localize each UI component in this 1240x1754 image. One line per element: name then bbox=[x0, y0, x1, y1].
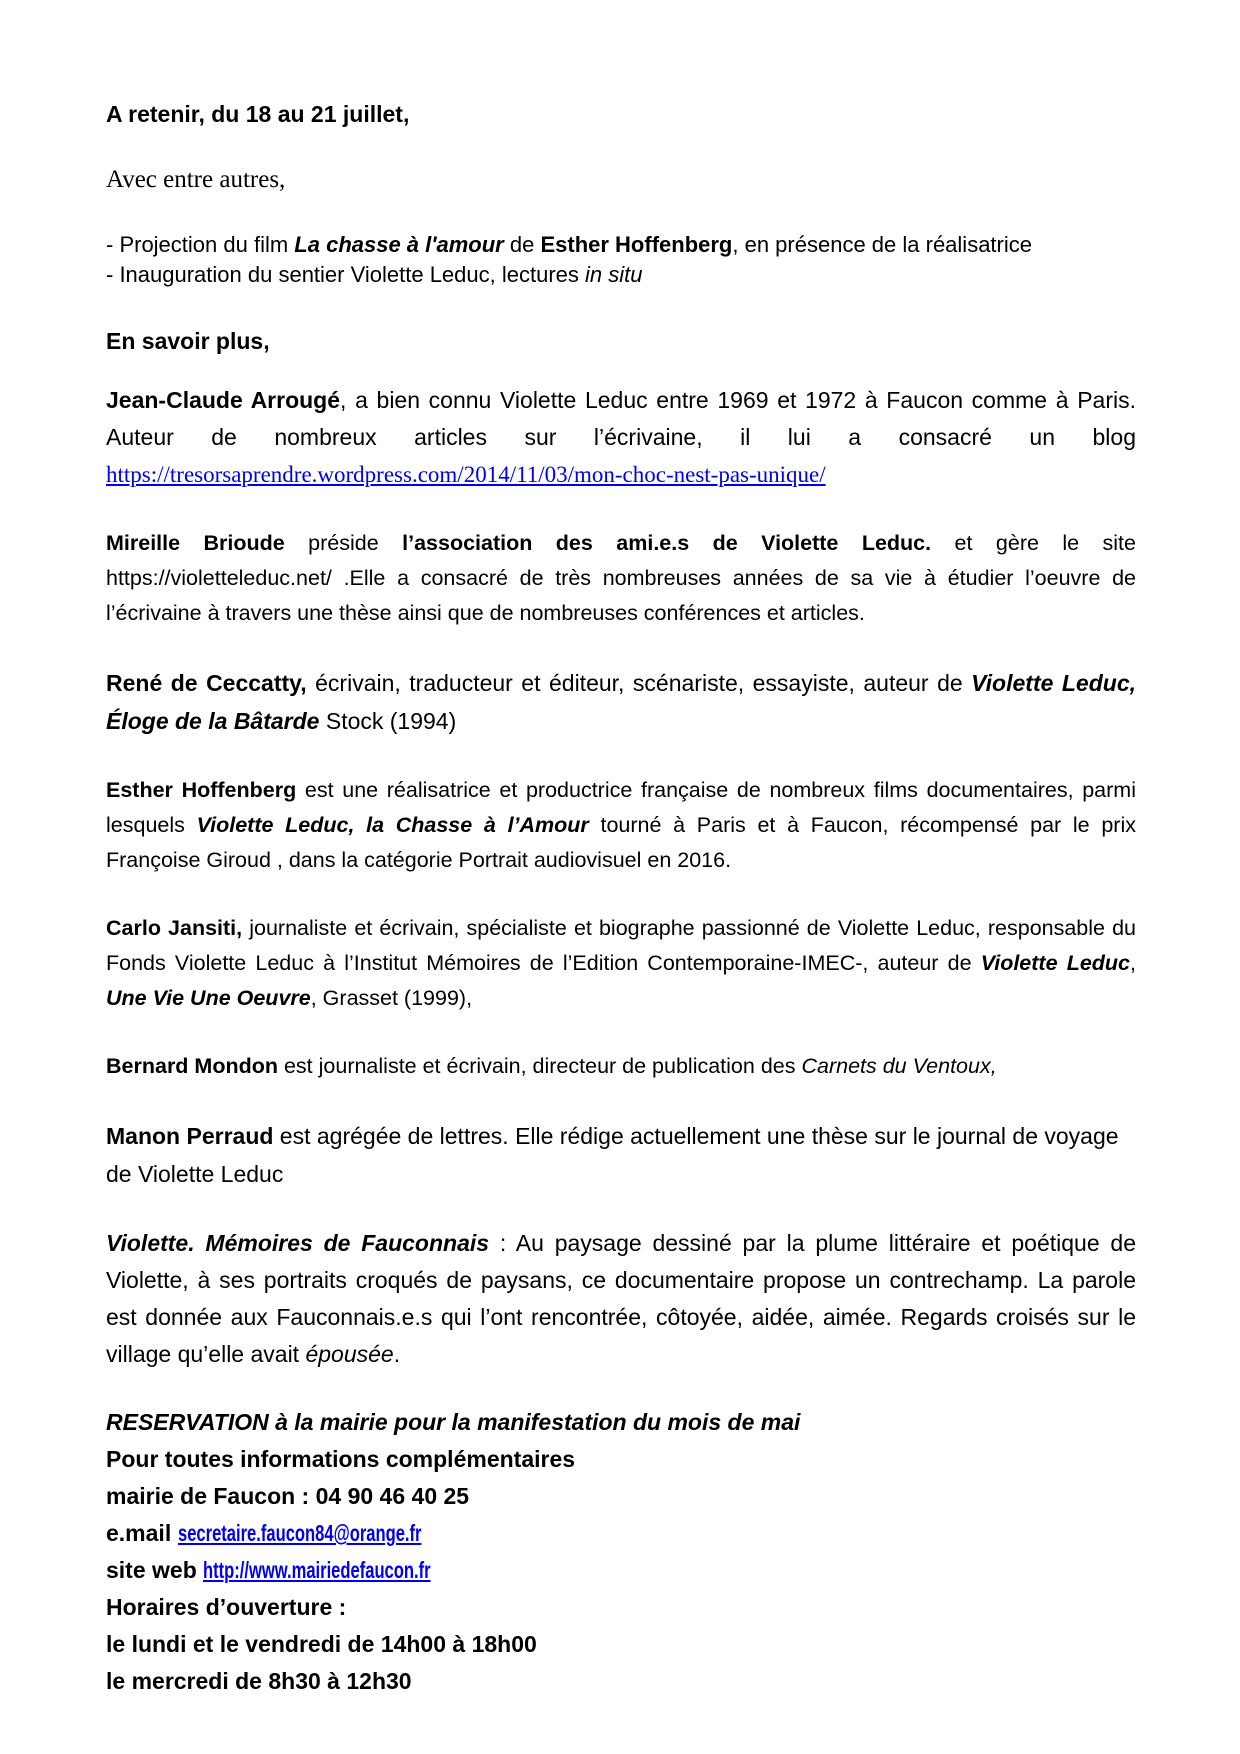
bio-brioude-name: Mireille Brioude bbox=[106, 531, 285, 555]
documentary-title: Violette. Mémoires de Fauconnais bbox=[106, 1230, 490, 1256]
bio-hoffenberg-t1: est une réalisatrice et productrice française de nombreux films documentaires, parmi lesquels bbox=[106, 778, 1136, 837]
bio-brioude-t1: préside bbox=[284, 531, 403, 555]
hours-heading: Horaires d’ouverture : bbox=[106, 1594, 347, 1620]
association-name: l’association des ami.e.s de Violette Leduc. bbox=[402, 531, 932, 555]
bio-jansiti bbox=[106, 911, 1136, 1016]
website-link[interactable] bbox=[203, 1557, 519, 1583]
email-line bbox=[106, 1515, 1136, 1552]
bio-jansiti-t3: , Grasset (1999), bbox=[310, 986, 473, 1010]
event-inauguration-prefix: - Inauguration du sentier Violette Leduc, lectures bbox=[106, 262, 586, 287]
bio-jansiti-t1: journaliste et écrivain, spécialiste et biographe passionné de Violette Leduc, responsable du Fonds Violette Leduc à l’Institut Mémoires de l’Edition Contemporaine-IMEC-, auteur de bbox=[106, 916, 1137, 975]
email-link[interactable] bbox=[178, 1520, 516, 1546]
bio-perraud-t1: est agrégée de lettres. Elle rédige actuellement une thèse sur le journal de voyage de Violette Leduc bbox=[106, 1123, 1119, 1187]
film-title: La chasse à l'amour bbox=[294, 232, 504, 257]
event-inauguration bbox=[106, 260, 1136, 290]
subtitle: Avec entre autres, bbox=[106, 166, 286, 193]
hours-line-2: le mercredi de 8h30 à 12h30 bbox=[106, 1668, 412, 1694]
page-title: A retenir, du 18 au 21 juillet, bbox=[106, 101, 410, 127]
event-projection-mid: de bbox=[503, 232, 541, 257]
email-label: e.mail bbox=[106, 1520, 178, 1546]
magazine-title: Carnets du Ventoux, bbox=[801, 1054, 997, 1078]
phone-line: mairie de Faucon : 04 90 46 40 25 bbox=[106, 1483, 470, 1509]
event-projection-prefix: - Projection du film bbox=[106, 232, 295, 257]
bio-ceccatty-t2: Stock (1994) bbox=[319, 708, 457, 734]
film-description bbox=[106, 1225, 1136, 1373]
bio-ceccatty bbox=[106, 664, 1136, 740]
bio-mondon-t1: est journaliste et écrivain, directeur de publication des bbox=[278, 1054, 802, 1078]
film-title-chasse: Violette Leduc, la Chasse à l’Amour bbox=[196, 813, 589, 837]
bio-brioude bbox=[106, 526, 1136, 631]
event-projection-suffix: , en présence de la réalisatrice bbox=[732, 232, 1032, 257]
bio-jansiti-name: Carlo Jansiti, bbox=[106, 916, 243, 940]
in-situ-emphasis: in situ bbox=[585, 262, 643, 287]
blog-link[interactable]: https://tresorsaprendre.wordpress.com/2014/11/03/mon-choc-nest-pas-unique/ bbox=[106, 462, 826, 487]
website-link-text[interactable]: http://www.mairiedefaucon.fr bbox=[203, 1557, 431, 1583]
more-info-heading: En savoir plus, bbox=[106, 328, 270, 354]
bio-brioude-t2: et gère le site https://violetteleduc.net/ .Elle a consacré de très nombreuses années de sa vie à étudier l’oeuvre de l’écrivaine à travers une thèse ainsi que de nombreuses conférences et articles. bbox=[106, 531, 1136, 625]
epousee-emphasis: épousée bbox=[305, 1341, 394, 1367]
bio-arrouge-text: , a bien connu Violette Leduc entre 1969 et 1972 à Faucon comme à Paris. Auteur de nombreux articles sur l’écrivaine, il lui a consacré un blog bbox=[106, 387, 1136, 450]
bio-perraud-name: Manon Perraud bbox=[106, 1123, 274, 1149]
website-line bbox=[106, 1552, 1136, 1589]
bio-mondon bbox=[106, 1049, 1136, 1084]
website-label: site web bbox=[106, 1557, 204, 1583]
email-link-text[interactable]: secretaire.faucon84@orange.fr bbox=[177, 1520, 422, 1546]
hours-line-1: le lundi et le vendredi de 14h00 à 18h00 bbox=[106, 1631, 537, 1657]
info-heading: Pour toutes informations complémentaires bbox=[106, 1446, 576, 1472]
bio-hoffenberg bbox=[106, 773, 1136, 878]
bio-mondon-name: Bernard Mondon bbox=[106, 1054, 278, 1078]
bio-hoffenberg-t2: tourné à Paris et à Faucon, récompensé par le prix Françoise Giroud , dans la catégorie Portrait audiovisuel en 2016. bbox=[106, 813, 1136, 872]
bio-hoffenberg-name: Esther Hoffenberg bbox=[106, 778, 297, 802]
film-description-t1: : Au paysage dessiné par la plume littéraire et poétique de Violette, à ses portraits croqués de paysans, ce documentaire propose un contrechamp. La parole est donnée aux Fauconnais.e.s qui l’ont rencontrée, côtoyée, aidée, aimée. Regards croisés sur le village qu’elle avait bbox=[106, 1230, 1136, 1367]
events-list bbox=[106, 230, 1136, 290]
director-name: Esther Hoffenberg bbox=[540, 232, 733, 257]
book-title-eloge: Violette Leduc, Éloge de la Bâtarde bbox=[106, 670, 1137, 734]
bio-ceccatty-name: René de Ceccatty, bbox=[106, 670, 307, 696]
book-title-violette-leduc: Violette Leduc bbox=[980, 951, 1131, 975]
bio-perraud bbox=[106, 1117, 1136, 1193]
bio-ceccatty-t1: écrivain, traducteur et éditeur, scénariste, essayiste, auteur de bbox=[306, 670, 972, 696]
event-projection bbox=[106, 230, 1136, 260]
bio-arrouge-name: Jean-Claude Arrougé bbox=[106, 387, 341, 413]
reservation-notice: RESERVATION à la mairie pour la manifestation du mois de mai bbox=[106, 1409, 801, 1435]
bio-arrouge bbox=[106, 382, 1136, 493]
bio-jansiti-t2: , bbox=[1130, 951, 1136, 975]
book-title-une-vie: Une Vie Une Oeuvre bbox=[106, 986, 311, 1010]
film-description-t2: . bbox=[393, 1341, 401, 1367]
